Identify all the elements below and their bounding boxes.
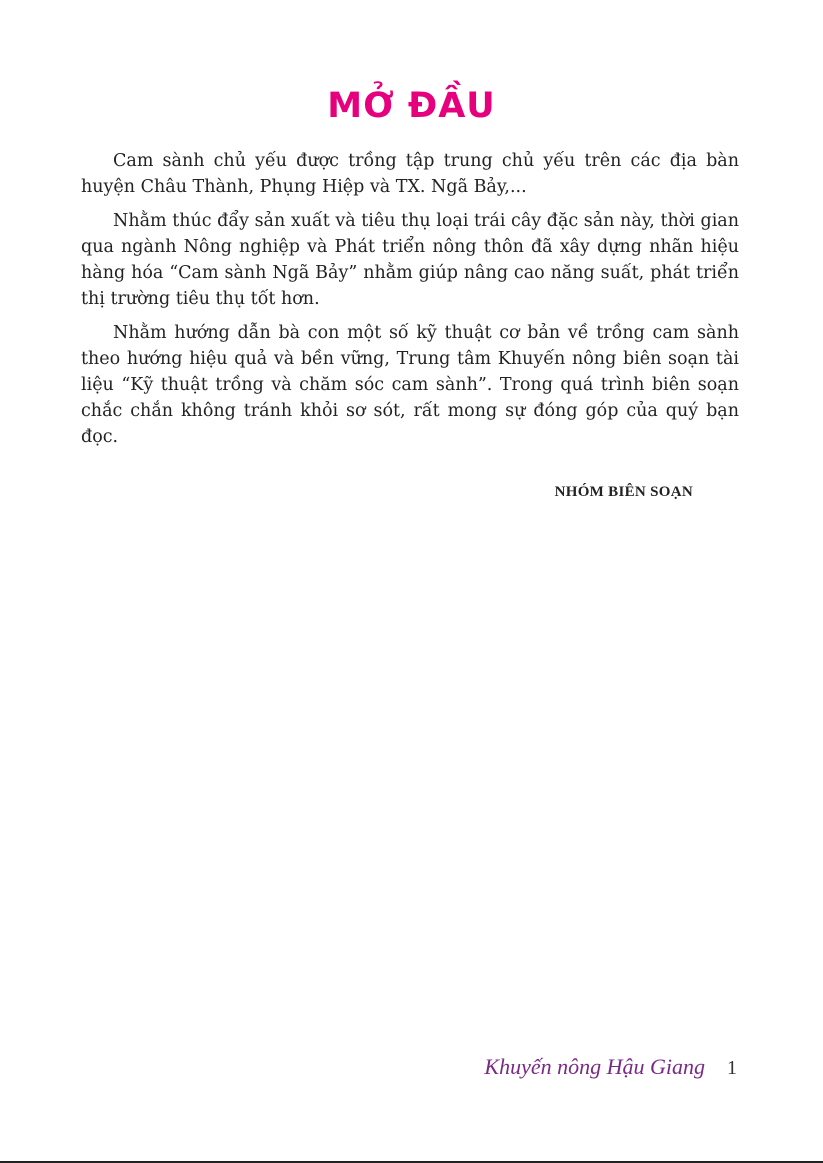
paragraph-3: Nhằm hướng dẫn bà con một số kỹ thuật cơ bản về trồng cam sành theo hướng hiệu quả và bền vững, Trung tâm Khuyến nông biên soạn tài liệu “Kỹ thuật trồng và chăm sóc cam sành”. Trong quá trình biên soạn chắc chắn không tránh khỏi sơ sót, rất mong sự đóng góp của quý bạn đọc. — [81, 323, 739, 447]
paragraph-2: Nhằm thúc đẩy sản xuất và tiêu thụ loại trái cây đặc sản này, thời gian qua ngành Nông nghiệp và Phát triển nông thôn đã xây dựng nhãn hiệu hàng hóa “Cam sành Ngã Bảy” nhằm giúp nâng cao năng suất, phát triển thị trường tiêu thụ tốt hơn. — [81, 211, 739, 309]
signature: NHÓM BIÊN SOẠN — [554, 484, 693, 500]
body-text — [81, 148, 739, 458]
page-footer — [484, 1054, 737, 1080]
page-number: 1 — [727, 1057, 737, 1079]
paragraph-1: Cam sành chủ yếu được trồng tập trung chủ yếu trên các địa bàn huyện Châu Thành, Phụng Hiệp và TX. Ngã Bảy,... — [81, 151, 739, 197]
footer-publisher: Khuyến nông Hậu Giang — [484, 1054, 705, 1079]
page-title: MỞ ĐẦU — [327, 86, 496, 126]
